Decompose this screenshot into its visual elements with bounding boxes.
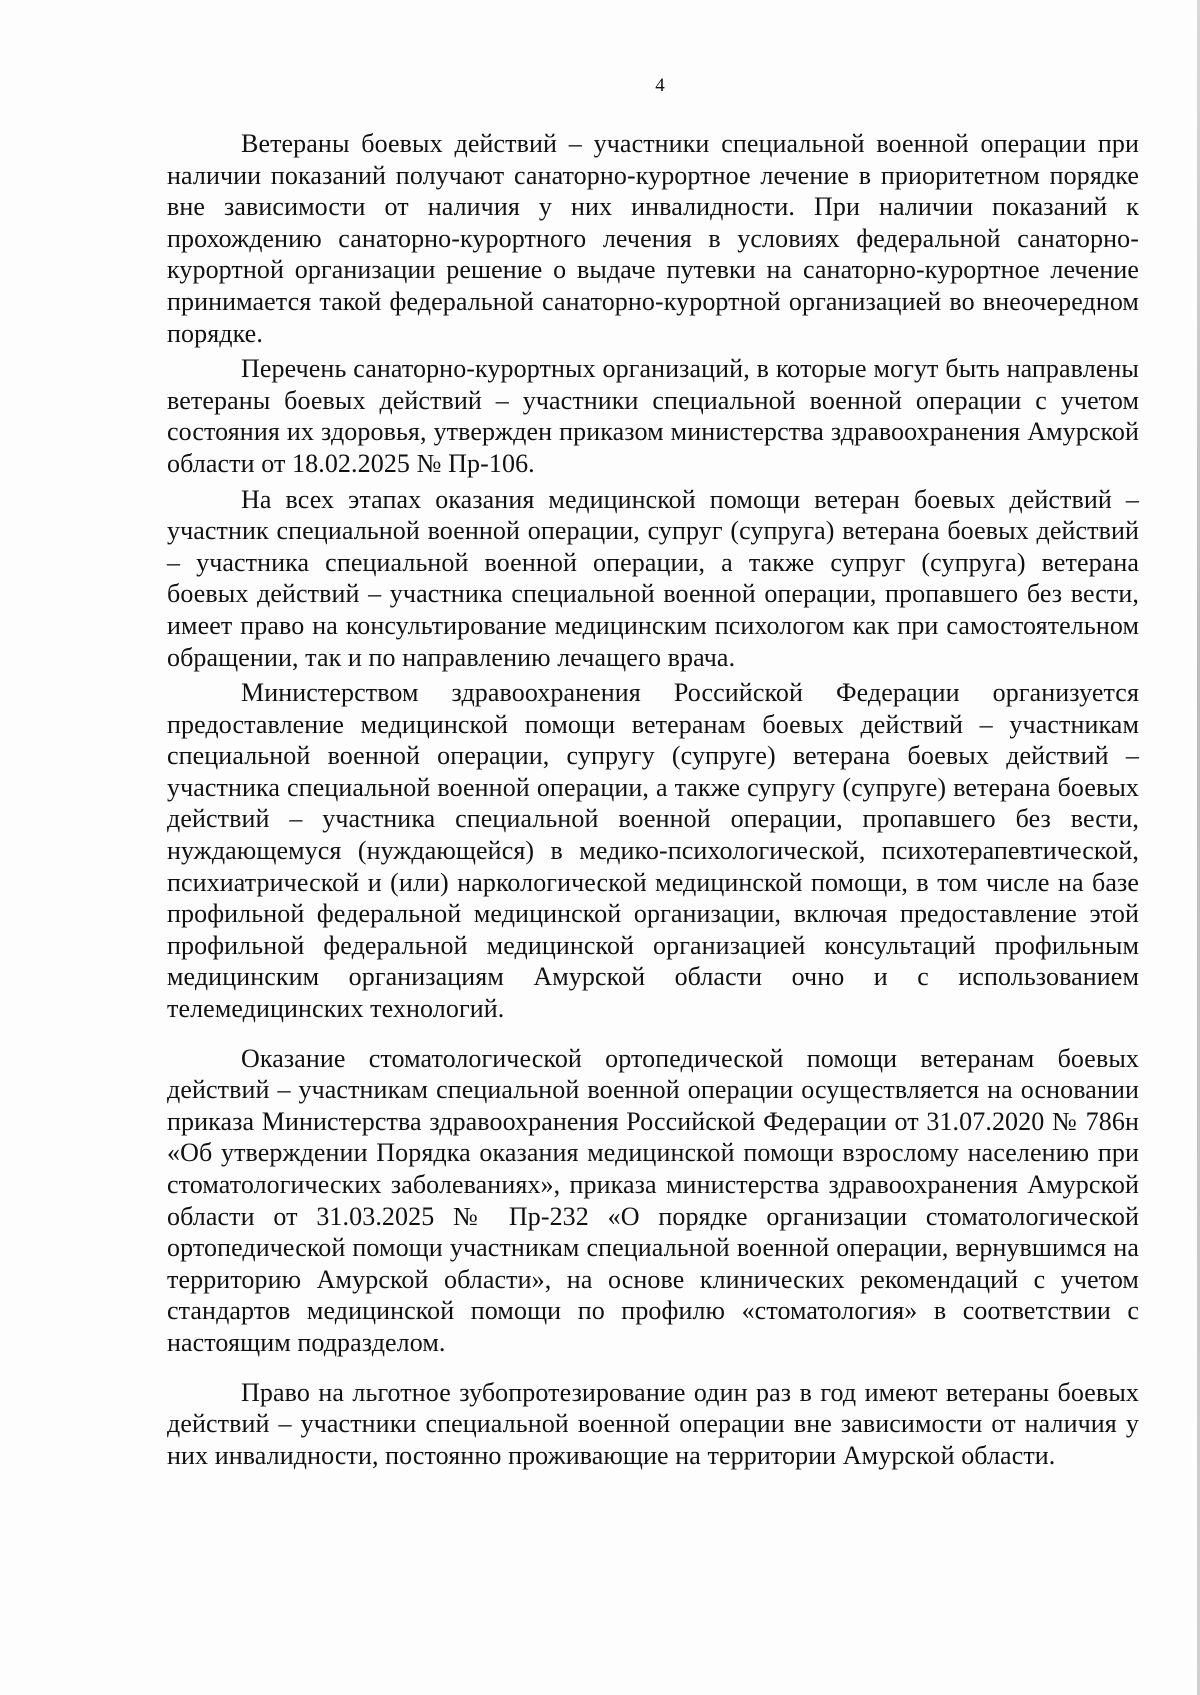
paragraph-ministry-medical-care: Министерством здравоохранения Российской Федерации организуется предоставление медицинской помощи ветеранам боевых действий – участникам специальной военной операции, супругу (супруге) ветерана боевых действий – участника специальной военной операции, а также супругу (супруге) ветерана боевых действий – участника специальной военной операции, пропавшего без вести, нуждающемуся (нуждающейся) в медико-психологической, психотерапевтической, психиатрической и (или) наркологической медицинской помощи, в том числе на базе профильной федеральной медицинской организации, включая предоставление этой профильной федеральной медицинской организацией консультаций профильным медицинским организациям Амурской области очно и с использованием телемедицинских технологий.: [167, 678, 1139, 1024]
paragraph-sanatorium-list: Перечень санаторно-курортных организаций, в которые могут быть направлены ветераны боевых действий – участники специальной военной операции с учетом состояния их здоровья, утвержден приказом министерства здравоохранения Амурской области от 18.02.2025 № Пр-106.: [167, 354, 1139, 478]
page-number: 4: [655, 75, 665, 96]
paragraph-dental-prosthetics: Право на льготное зубопротезирование один раз в год имеют ветераны боевых действий – участники специальной военной операции вне зависимости от наличия у них инвалидности, постоянно проживающие на территории Амурской области.: [167, 1377, 1139, 1470]
document-body: [167, 128, 1139, 1471]
paragraph-dental-care: Оказание стоматологической ортопедической помощи ветеранам боевых действий – участникам специальной военной операции осуществляется на основании приказа Министерства здравоохранения Российской Федерации от 31.07.2020 № 786н «Об утверждении Порядка оказания медицинской помощи взрослому населению при стоматологических заболеваниях», приказа министерства здравоохранения Амурской области от 31.03.2025 № Пр-232 «О порядке организации стоматологической ортопедической помощи участникам специальной военной операции, вернувшимся на территорию Амурской области», на основе клинических рекомендаций с учетом стандартов медицинской помощи по профилю «стоматология» в соответствии с настоящим подразделом.: [167, 1043, 1139, 1357]
paragraph-sanatorium-treatment: Ветераны боевых действий – участники специальной военной операции при наличии показаний получают санаторно-курортное лечение в приоритетном порядке вне зависимости от наличия у них инвалидности. При наличии показаний к прохождению санаторно-курортного лечения в условиях федеральной санаторно-курортной организации решение о выдаче путевки на санаторно-курортное лечение принимается такой федеральной санаторно-курортной организацией во внеочередном порядке.: [167, 129, 1139, 348]
paragraph-psychologist-consultation: На всех этапах оказания медицинской помощи ветеран боевых действий – участник специальной военной операции, супруг (супруга) ветерана боевых действий – участника специальной военной операции, а также супруг (супруга) ветерана боевых действий – участника специальной военной операции, пропавшего без вести, имеет право на консультирование медицинским психологом как при самостоятельном обращении, так и по направлению лечащего врача.: [167, 484, 1139, 672]
